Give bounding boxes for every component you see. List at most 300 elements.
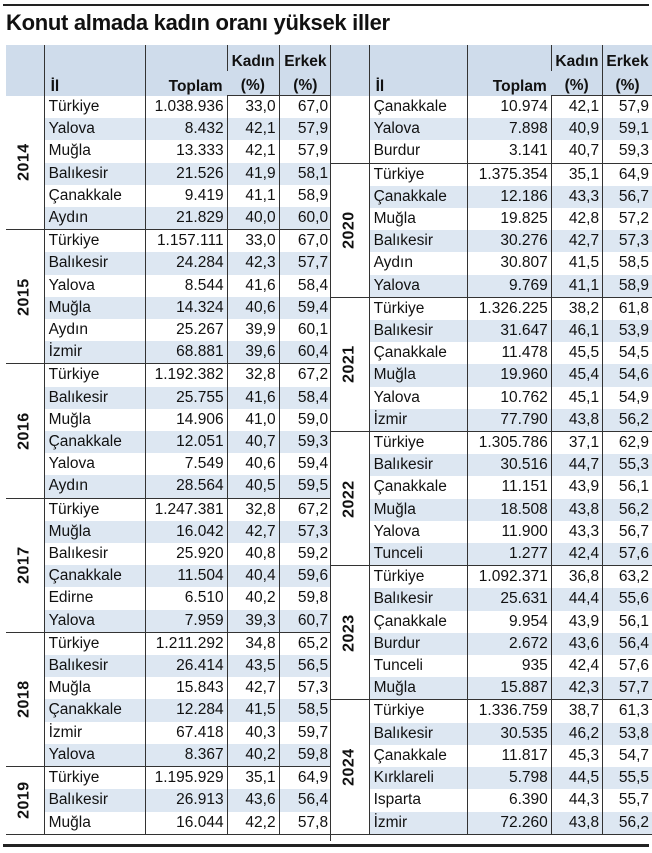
province-cell: Muğla <box>44 297 145 319</box>
province-cell: Çanakkale <box>373 97 447 115</box>
table-row <box>331 655 652 677</box>
male-pct-cell: 67,2 <box>279 498 331 521</box>
table-row <box>331 767 652 789</box>
female-pct-cell: 38,2 <box>551 297 602 320</box>
province-cell: Balıkesir <box>44 387 145 409</box>
province-cell: Balıkesir <box>44 655 145 677</box>
total-cell: 13.333 <box>145 140 227 162</box>
female-pct-cell: 34,8 <box>227 632 279 655</box>
male-pct-cell: 64,9 <box>279 767 331 790</box>
total-cell: 1.038.936 <box>145 96 227 119</box>
year-header <box>331 45 369 96</box>
male-pct-cell: 59,0 <box>279 409 331 431</box>
toplam-header: Toplam <box>467 45 551 96</box>
province-cell: Çanakkale <box>373 612 447 630</box>
female-pct-cell: 44,4 <box>551 588 602 610</box>
female-pct-cell: 43,8 <box>551 499 602 521</box>
male-pct-cell: 57,9 <box>603 96 652 119</box>
male-pct-cell: 54,6 <box>603 364 652 386</box>
province-cell: Balıkesir <box>369 454 467 476</box>
total-cell: 1.375.354 <box>467 163 551 186</box>
province-cell: Çanakkale <box>373 478 447 496</box>
female-pct-cell: 40,8 <box>227 543 279 565</box>
female-pct-cell: 38,7 <box>551 700 602 723</box>
female-pct-cell: 42,1 <box>227 118 279 140</box>
male-pct-cell: 67,2 <box>279 364 331 387</box>
male-pct-cell: 57,6 <box>603 543 652 566</box>
year-cell <box>6 96 44 230</box>
total-cell: 1.247.381 <box>145 498 227 521</box>
total-cell: 935 <box>467 655 551 677</box>
table-row <box>331 566 652 589</box>
total-cell: 25.920 <box>145 543 227 565</box>
male-pct-cell: 58,5 <box>279 699 331 721</box>
province-cell: Edirne <box>48 589 94 607</box>
female-pct-cell: 42,4 <box>551 543 602 566</box>
female-pct-cell: 41,1 <box>551 275 602 298</box>
province-cell: Muğla <box>369 364 467 386</box>
table-row <box>6 431 331 453</box>
province-cell: Türkiye <box>48 366 100 384</box>
female-pct-cell: 43,6 <box>227 789 279 811</box>
total-cell: 19.960 <box>467 364 551 386</box>
female-pct-cell: 39,6 <box>227 341 279 364</box>
province-cell: Aydın <box>48 321 88 339</box>
province-cell: Çanakkale <box>373 746 447 764</box>
male-pct-cell: 56,2 <box>603 409 652 432</box>
table-row <box>6 341 331 364</box>
female-pct-cell: 42,1 <box>227 140 279 162</box>
female-pct-cell: 40,7 <box>551 140 602 163</box>
male-pct-cell: 56,4 <box>603 633 652 655</box>
table-row <box>331 230 652 252</box>
female-pct-cell: 42,4 <box>551 655 602 677</box>
table-row <box>331 342 652 364</box>
province-cell: Yalova <box>369 275 467 298</box>
total-cell: 1.305.786 <box>467 432 551 455</box>
province-cell: Balıkesir <box>48 545 109 563</box>
male-pct-cell: 53,9 <box>603 320 652 342</box>
female-pct-cell: 40,2 <box>227 587 279 609</box>
total-cell: 18.508 <box>467 499 551 521</box>
table-row <box>6 207 331 230</box>
male-pct-cell: 56,2 <box>603 812 652 835</box>
total-cell: 14.324 <box>145 297 227 319</box>
province-cell: Balıkesir <box>369 723 467 745</box>
province-cell: Çanakkale <box>44 565 145 587</box>
province-cell: Muğla <box>48 142 91 160</box>
province-cell: Türkiye <box>373 165 425 183</box>
total-cell: 11.151 <box>467 476 551 498</box>
female-pct-cell: 35,1 <box>227 767 279 790</box>
total-cell: 1.326.225 <box>467 297 551 320</box>
province-cell: Burdur <box>369 140 467 163</box>
year-cell <box>331 297 369 431</box>
male-pct-cell: 55,3 <box>603 454 652 476</box>
total-cell: 6.510 <box>145 587 227 609</box>
table-row <box>331 208 652 230</box>
male-pct-cell: 59,8 <box>279 744 331 767</box>
female-pct-cell: 33,0 <box>227 96 279 119</box>
table-row <box>331 252 652 274</box>
female-pct-cell: 41,5 <box>551 252 602 274</box>
female-pct-cell: 40,4 <box>227 565 279 587</box>
province-cell: Yalova <box>44 610 145 633</box>
male-pct-cell: 64,9 <box>603 163 652 186</box>
year-label: 2021 <box>340 345 358 384</box>
male-pct-cell: 63,2 <box>603 566 652 589</box>
total-cell: 30.807 <box>467 252 551 274</box>
female-pct-cell: 32,8 <box>227 498 279 521</box>
province-cell: Muğla <box>48 410 91 428</box>
table-row <box>6 789 331 811</box>
male-pct-cell: 57,3 <box>603 230 652 252</box>
female-pct-cell: 45,1 <box>551 387 602 409</box>
total-cell: 8.432 <box>145 118 227 140</box>
table-row <box>331 521 652 543</box>
female-pct-cell: 40,9 <box>551 118 602 140</box>
male-pct-cell: 59,8 <box>279 587 331 609</box>
total-cell: 9.954 <box>467 611 551 633</box>
table-row <box>6 297 331 319</box>
total-cell: 67.418 <box>145 722 227 744</box>
table-row <box>331 96 652 119</box>
total-cell: 11.817 <box>467 745 551 767</box>
total-cell: 15.843 <box>145 677 227 699</box>
male-pct-cell: 59,7 <box>279 722 331 744</box>
table-row <box>331 677 652 700</box>
year-label: 2019 <box>15 781 33 820</box>
province-cell: Aydın <box>44 475 145 498</box>
year-cell <box>331 566 369 700</box>
province-cell: Balıkesir <box>44 163 145 185</box>
male-pct-cell: 56,1 <box>603 611 652 633</box>
female-pct-cell: 42,7 <box>551 230 602 252</box>
total-cell: 1.192.382 <box>145 364 227 387</box>
total-cell: 7.898 <box>467 118 551 140</box>
male-pct-cell: 59,4 <box>279 297 331 319</box>
table-row <box>6 699 331 721</box>
table-row <box>331 140 652 163</box>
male-pct-cell: 56,1 <box>603 476 652 498</box>
female-pct-cell: 33,0 <box>227 230 279 253</box>
table-row <box>331 163 652 186</box>
male-pct-cell: 57,8 <box>279 812 331 835</box>
top-rule <box>3 4 649 6</box>
female-pct-cell: 39,3 <box>227 610 279 633</box>
table-row <box>331 409 652 432</box>
total-cell: 1.277 <box>467 543 551 566</box>
female-pct-cell: 41,6 <box>227 387 279 409</box>
female-pct-cell: 40,6 <box>227 453 279 475</box>
male-pct-cell: 62,9 <box>603 432 652 455</box>
table-row <box>331 118 652 140</box>
province-cell: Tunceli <box>369 543 467 566</box>
province-cell: Yalova <box>48 276 95 294</box>
female-pct-cell: 43,3 <box>551 521 602 543</box>
province-cell: Muğla <box>369 677 467 700</box>
year-label: 2020 <box>340 211 358 250</box>
table-row <box>6 409 331 431</box>
kadin-unit: (%) <box>551 71 602 96</box>
female-pct-cell: 43,3 <box>551 186 602 208</box>
province-cell: Muğla <box>373 210 416 228</box>
province-cell: Türkiye <box>373 299 425 317</box>
female-pct-cell: 40,3 <box>227 722 279 744</box>
total-cell: 21.526 <box>145 163 227 185</box>
province-cell: Isparta <box>373 791 421 809</box>
male-pct-cell: 67,0 <box>279 230 331 253</box>
total-cell: 11.478 <box>467 342 551 364</box>
year-header <box>6 45 44 96</box>
total-cell: 28.564 <box>145 475 227 498</box>
il-header: İl <box>44 45 145 96</box>
male-pct-cell: 57,7 <box>279 252 331 274</box>
province-cell: Yalova <box>44 118 145 140</box>
province-cell: Yalova <box>44 744 145 767</box>
total-cell: 1.157.111 <box>145 230 227 253</box>
table-row <box>331 789 652 811</box>
total-cell: 1.336.759 <box>467 700 551 723</box>
male-pct-cell: 59,3 <box>279 431 331 453</box>
table-row <box>331 476 652 498</box>
table-row <box>331 432 652 455</box>
table-row <box>331 186 652 208</box>
year-cell <box>331 163 369 297</box>
male-pct-cell: 59,4 <box>279 453 331 475</box>
total-cell: 19.825 <box>467 208 551 230</box>
province-cell: Balıkesir <box>369 320 467 342</box>
right-table-body <box>331 96 652 835</box>
table-row <box>331 297 652 320</box>
total-cell: 2.672 <box>467 633 551 655</box>
female-pct-cell: 40,6 <box>227 297 279 319</box>
page-title: Konut almada kadın oranı yüksek iller <box>6 10 390 35</box>
year-cell <box>331 700 369 834</box>
male-pct-cell: 57,7 <box>603 677 652 700</box>
table-row <box>6 632 331 655</box>
female-pct-cell: 42,2 <box>227 812 279 835</box>
total-cell: 31.647 <box>467 320 551 342</box>
province-cell: İzmir <box>369 409 467 432</box>
table-row <box>6 230 331 253</box>
female-pct-cell: 42,1 <box>551 96 602 119</box>
province-cell: İzmir <box>48 723 83 741</box>
year-label: 2018 <box>15 680 33 719</box>
male-pct-cell: 58,1 <box>279 163 331 185</box>
year-cell <box>6 767 44 835</box>
male-pct-cell: 61,3 <box>603 700 652 723</box>
table-row <box>6 587 331 609</box>
female-pct-cell: 35,1 <box>551 163 602 186</box>
female-pct-cell: 41,5 <box>227 699 279 721</box>
male-pct-cell: 57,9 <box>279 140 331 162</box>
province-cell: İzmir <box>44 341 145 364</box>
year-label: 2015 <box>15 278 33 316</box>
year-cell <box>6 230 44 364</box>
table-row <box>6 475 331 498</box>
kadin-unit: (%) <box>227 71 279 96</box>
male-pct-cell: 54,9 <box>603 387 652 409</box>
province-cell: Aydın <box>44 207 145 230</box>
province-cell: Çanakkale <box>373 344 447 362</box>
province-cell: Türkiye <box>48 769 100 787</box>
total-cell: 1.092.371 <box>467 566 551 589</box>
table-row <box>6 543 331 565</box>
table-row <box>6 677 331 699</box>
province-cell: Türkiye <box>48 232 100 250</box>
table-row <box>6 275 331 297</box>
female-pct-cell: 40,7 <box>227 431 279 453</box>
table-row <box>6 610 331 633</box>
year-label: 2022 <box>340 479 358 518</box>
table-row <box>6 252 331 274</box>
il-header: İl <box>369 45 467 96</box>
male-pct-cell: 58,4 <box>279 275 331 297</box>
year-label: 2016 <box>15 412 33 450</box>
province-cell: Balıkesir <box>44 252 145 274</box>
total-cell: 16.042 <box>145 521 227 543</box>
table-row <box>6 565 331 587</box>
year-cell <box>6 632 44 766</box>
male-pct-cell: 55,5 <box>603 767 652 789</box>
female-pct-cell: 39,9 <box>227 319 279 341</box>
table-row <box>6 96 331 119</box>
table-row <box>6 744 331 767</box>
table-row <box>6 118 331 140</box>
province-cell: Çanakkale <box>369 186 467 208</box>
male-pct-cell: 60,0 <box>279 207 331 230</box>
table-row <box>6 163 331 185</box>
table-row <box>331 812 652 835</box>
male-pct-cell: 60,1 <box>279 319 331 341</box>
total-cell: 15.887 <box>467 677 551 700</box>
male-pct-cell: 60,7 <box>279 610 331 633</box>
male-pct-cell: 58,9 <box>279 185 331 207</box>
table-row <box>331 588 652 610</box>
female-pct-cell: 43,9 <box>551 611 602 633</box>
male-pct-cell: 61,8 <box>603 297 652 320</box>
female-pct-cell: 41,6 <box>227 275 279 297</box>
kadin-header: Kadın <box>227 45 279 71</box>
total-cell: 14.906 <box>145 409 227 431</box>
female-pct-cell: 42,3 <box>227 252 279 274</box>
province-cell: Kırklareli <box>369 767 467 789</box>
total-cell: 8.544 <box>145 275 227 297</box>
male-pct-cell: 56,7 <box>603 186 652 208</box>
male-pct-cell: 58,9 <box>603 275 652 298</box>
total-cell: 12.186 <box>467 186 551 208</box>
female-pct-cell: 41,9 <box>227 163 279 185</box>
total-cell: 3.141 <box>467 140 551 163</box>
table-row <box>6 319 331 341</box>
year-label: 2024 <box>340 748 358 786</box>
year-label: 2017 <box>15 546 33 585</box>
female-pct-cell: 42,8 <box>551 208 602 230</box>
total-cell: 26.913 <box>145 789 227 811</box>
erkek-header: Erkek <box>279 45 331 71</box>
male-pct-cell: 56,5 <box>279 655 331 677</box>
table-row <box>331 320 652 342</box>
table-row <box>331 364 652 386</box>
province-cell: Yalova <box>48 455 95 473</box>
province-cell: Yalova <box>373 388 420 406</box>
total-cell: 12.284 <box>145 699 227 721</box>
total-cell: 12.051 <box>145 431 227 453</box>
year-label: 2023 <box>340 614 358 652</box>
province-cell: Türkiye <box>48 500 100 518</box>
female-pct-cell: 41,1 <box>227 185 279 207</box>
total-cell: 30.535 <box>467 723 551 745</box>
province-cell: Tunceli <box>373 657 423 675</box>
male-pct-cell: 59,5 <box>279 475 331 498</box>
table-row <box>331 499 652 521</box>
total-cell: 10.762 <box>467 387 551 409</box>
total-cell: 25.755 <box>145 387 227 409</box>
total-cell: 5.798 <box>467 767 551 789</box>
male-pct-cell: 56,4 <box>279 789 331 811</box>
total-cell: 6.390 <box>467 789 551 811</box>
female-pct-cell: 45,5 <box>551 342 602 364</box>
table-row <box>331 745 652 767</box>
female-pct-cell: 44,5 <box>551 767 602 789</box>
total-cell: 25.631 <box>467 588 551 610</box>
male-pct-cell: 57,2 <box>603 208 652 230</box>
total-cell: 9.769 <box>467 275 551 298</box>
table-row <box>6 185 331 207</box>
province-cell: İzmir <box>369 812 467 835</box>
female-pct-cell: 46,1 <box>551 320 602 342</box>
table-row <box>6 498 331 521</box>
table-row <box>6 364 331 387</box>
female-pct-cell: 46,2 <box>551 723 602 745</box>
province-cell: Türkiye <box>373 434 425 452</box>
erkek-unit: (%) <box>279 71 331 96</box>
male-pct-cell: 57,3 <box>279 677 331 699</box>
bottom-rule <box>3 844 649 847</box>
province-cell: Çanakkale <box>48 186 122 204</box>
table-row <box>331 700 652 723</box>
table-row <box>6 140 331 162</box>
male-pct-cell: 59,6 <box>279 565 331 587</box>
female-pct-cell: 43,6 <box>551 633 602 655</box>
male-pct-cell: 53,8 <box>603 723 652 745</box>
province-cell: Yalova <box>373 522 420 540</box>
province-cell: Türkiye <box>48 97 100 115</box>
province-cell: Türkiye <box>48 634 100 652</box>
province-cell: Çanakkale <box>44 699 145 721</box>
male-pct-cell: 67,0 <box>279 96 331 119</box>
total-cell: 10.974 <box>467 96 551 119</box>
female-pct-cell: 42,7 <box>227 521 279 543</box>
female-pct-cell: 44,7 <box>551 454 602 476</box>
province-cell: Balıkesir <box>369 588 467 610</box>
female-pct-cell: 36,8 <box>551 566 602 589</box>
province-cell: Muğla <box>369 499 467 521</box>
total-cell: 8.367 <box>145 744 227 767</box>
year-cell <box>331 432 369 566</box>
right-table <box>331 45 652 835</box>
female-pct-cell: 41,0 <box>227 409 279 431</box>
female-pct-cell: 42,7 <box>227 677 279 699</box>
year-label: 2014 <box>15 143 33 182</box>
erkek-unit: (%) <box>603 71 652 96</box>
total-cell: 30.516 <box>467 454 551 476</box>
female-pct-cell: 40,2 <box>227 744 279 767</box>
total-cell: 30.276 <box>467 230 551 252</box>
total-cell: 1.211.292 <box>145 632 227 655</box>
total-cell: 68.881 <box>145 341 227 364</box>
